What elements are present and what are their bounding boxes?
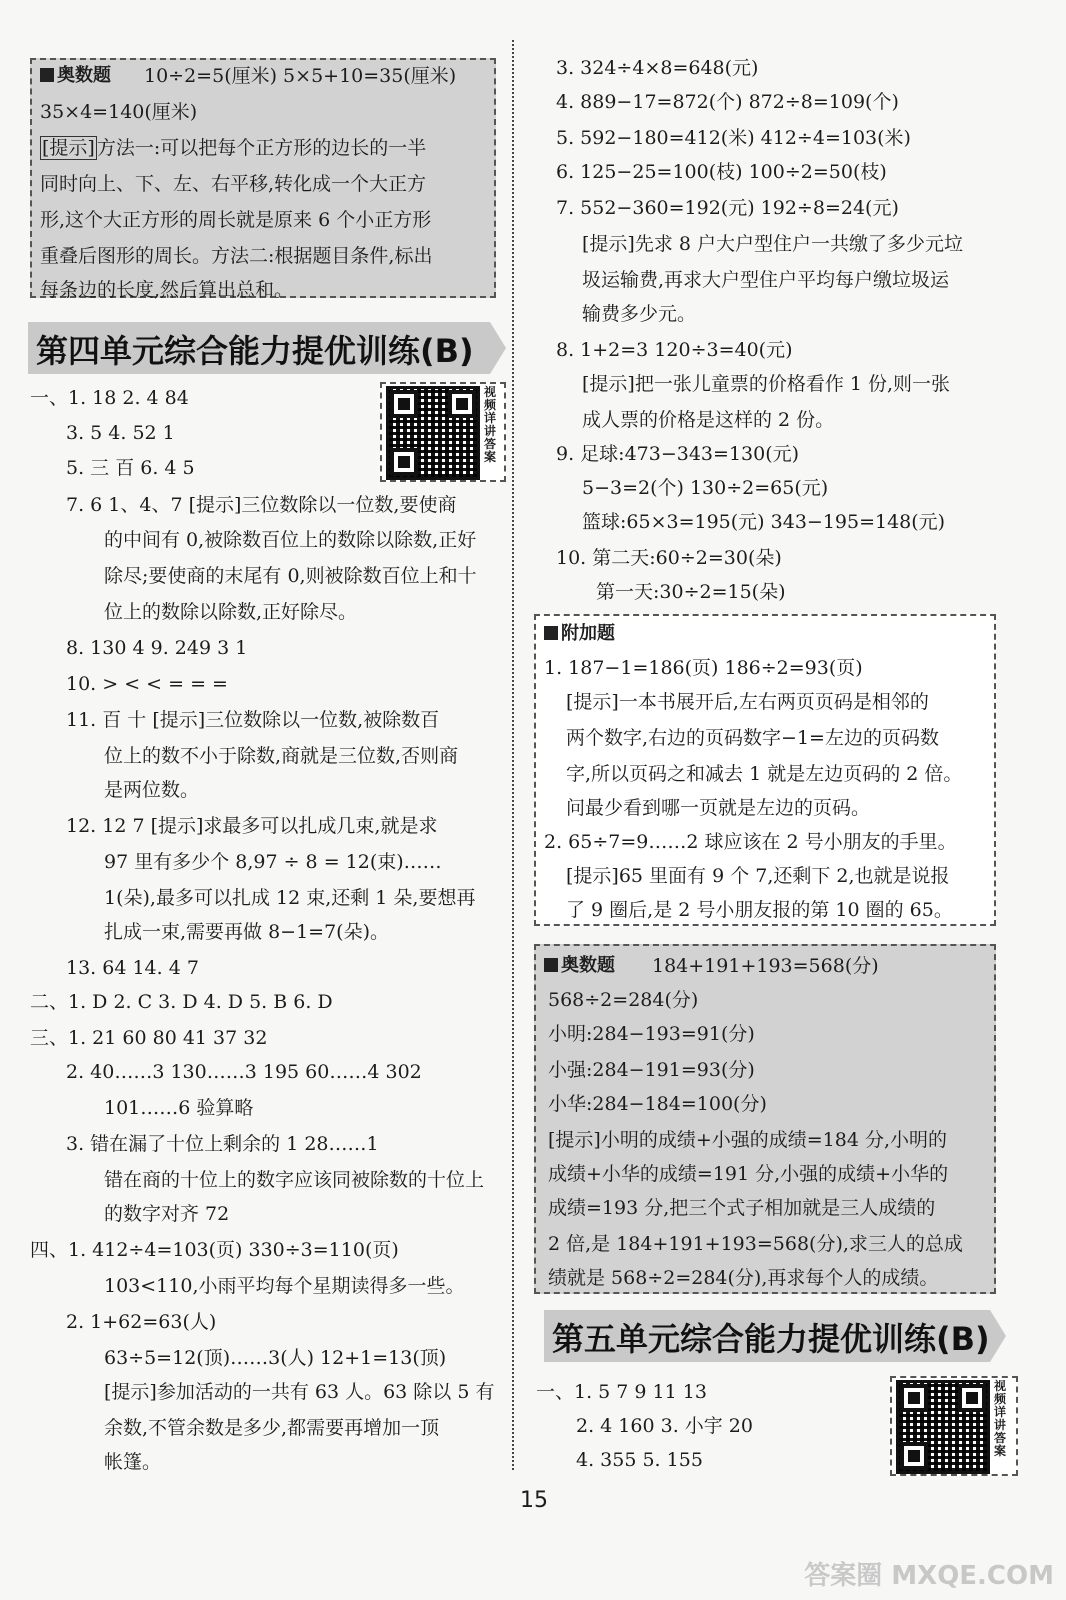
aoshu-right-line: 2 倍,是 184+191+193=568(分),求三人的总成 [548,1233,963,1255]
fujia-tag: 附加题 [544,622,615,646]
answer-line: 第一天:30÷2=15(朵) [596,581,786,603]
aoshu-line-4: 同时向上、下、左、右平移,转化成一个大正方 [40,173,427,195]
aoshu-right-line: 成绩+小华的成绩=191 分,小强的成绩+小华的 [548,1163,949,1185]
answer-line: 二、1. D 2. C 3. D 4. D 5. B 6. D [30,991,333,1013]
answer-line: 5. 592−180=412(米) 412÷4=103(米) [556,127,911,149]
qr-code-icon[interactable] [896,1380,990,1474]
answer-line: 2. 40……3 130……3 195 60……4 302 [66,1061,422,1083]
answer-line: 11. 百 十 [提示]三位数除以一位数,被除数百 [66,709,440,731]
fujia-line: 字,所以页码之和减去 1 就是左边页码的 2 倍。 [566,763,963,785]
answer-line: 是两位数。 [104,779,200,801]
answer-line: 四、1. 412÷4=103(页) 330÷3=110(页) [30,1239,399,1261]
answer-line: [提示]把一张儿童票的价格看作 1 份,则一张 [582,373,951,395]
unit4-banner: 第四单元综合能力提优训练(B) [28,322,490,374]
answer-line: 三、1. 21 60 80 41 37 32 [30,1027,268,1049]
hint-label: [提示] [42,137,95,159]
answer-line: 8. 130 4 9. 249 3 1 [66,637,248,659]
watermark: 答案圈 MXQE.COM [804,1561,1054,1591]
aoshu-right-line: 小明:284−193=91(分) [548,1023,755,1045]
answer-line: 7. 6 1、4、7 [提示]三位数除以一位数,要使商 [66,494,457,516]
answer-line: 圾运输费,再求大户型住户平均每户缴垃圾运 [582,269,950,291]
answer-line: 2. 1+62=63(人) [66,1311,217,1333]
aoshu-right-line: [提示]小明的成绩+小强的成绩=184 分,小明的 [548,1129,948,1151]
qr-label: 视频详讲答案 [484,385,497,464]
answer-line: 4. 889−17=872(个) 872÷8=109(个) [556,91,899,113]
unit5-banner: 第五单元综合能力提优训练(B) [544,1310,990,1362]
answer-line: 2. 4 160 3. 小宇 20 [576,1415,753,1437]
aoshu-right-line: 184+191+193=568(分) [652,955,879,977]
answer-line: 5. 三 百 6. 4 5 [66,457,195,479]
answer-line: 扎成一束,需要再做 8−1=7(朵)。 [104,921,390,943]
answer-line: 97 里有多少个 8,97 ÷ 8 = 12(束)…… [104,851,442,873]
fujia-line: 问最少看到哪一页就是左边的页码。 [566,797,871,819]
answer-line: 5−3=2(个) 130÷2=65(元) [582,477,829,499]
answer-line: 12. 12 7 [提示]求最多可以扎成几束,就是求 [66,815,438,837]
answer-line: 的中间有 0,被除数百位上的数除以除数,正好 [104,529,477,551]
answer-line: 一、1. 18 2. 4 84 [30,387,189,409]
answer-line: 余数,不管余数是多少,都需要再增加一顶 [104,1417,440,1439]
answer-line: 1(朵),最多可以扎成 12 束,还剩 1 朵,要想再 [104,887,476,909]
fujia-line: 2. 65÷7=9……2 球应该在 2 号小朋友的手里。 [544,831,957,853]
answer-line: 3. 错在漏了十位上剩余的 1 28……1 [66,1133,379,1155]
answer-line: 输费多少元。 [582,303,697,325]
answer-line: 一、1. 5 7 9 11 13 [536,1381,707,1403]
answer-line: 除尽;要使商的末尾有 0,则被除数百位上和十 [104,565,477,587]
answer-line: 帐篷。 [104,1451,162,1473]
answer-line: 10. > < < = = = [66,673,228,695]
aoshu-right-line: 568÷2=284(分) [548,989,699,1011]
aoshu-tag: 奥数题 [40,64,111,88]
fujia-line: 了 9 圈后,是 2 号小朋友报的第 10 圈的 65。 [566,899,953,921]
answer-line: 位上的数不小于除数,商就是三位数,否则商 [104,745,459,767]
answer-line: 位上的数除以除数,正好除尽。 [104,601,358,623]
qr-label: 视频详讲答案 [994,1379,1007,1458]
aoshu-line-1: 10÷2=5(厘米) 5×5+10=35(厘米) [144,65,457,87]
answer-line: 9. 足球:473−343=130(元) [556,443,800,465]
answer-line: [提示]参加活动的一共有 63 人。63 除以 5 有 [104,1381,495,1403]
aoshu-line-2: 35×4=140(厘米) [40,101,198,123]
answer-line: 的数字对齐 72 [104,1203,230,1225]
fujia-line: [提示]一本书展开后,左右两页页码是相邻的 [566,691,929,713]
aoshu-right-line: 小华:284−184=100(分) [548,1093,767,1115]
aoshu-line-7: 每条边的长度,然后算出总和。 [40,279,294,301]
answer-line: 成人票的价格是这样的 2 份。 [582,409,835,431]
answer-line: 3. 5 4. 52 1 [66,422,175,444]
answer-line: 3. 324÷4×8=648(元) [556,57,759,79]
aoshu-line-6: 重叠后图形的周长。方法二:根据题目条件,标出 [40,245,433,267]
answer-line: 101……6 验算略 [104,1097,254,1119]
answer-line: [提示]先求 8 户大户型住户一共缴了多少元垃 [582,233,963,255]
aoshu-right-line: 小强:284−191=93(分) [548,1059,755,1081]
answer-line: 错在商的十位上的数字应该同被除数的十位上 [104,1169,485,1191]
answer-line: 篮球:65×3=195(元) 343−195=148(元) [582,511,946,533]
answer-line: 8. 1+2=3 120÷3=40(元) [556,339,793,361]
fujia-line: 两个数字,右边的页码数字−1=左边的页码数 [566,727,939,749]
answer-line: 7. 552−360=192(元) 192÷8=24(元) [556,197,899,219]
answer-line: 6. 125−25=100(枝) 100÷2=50(枝) [556,161,887,183]
aoshu-line-5: 形,这个大正方形的周长就是原来 6 个小正方形 [40,209,432,231]
answer-line: 63÷5=12(顶)……3(人) 12+1=13(顶) [104,1347,447,1369]
page-number: 15 [520,1488,548,1513]
fujia-line: [提示]65 里面有 9 个 7,还剩下 2,也就是说报 [566,865,950,887]
fujia-line: 1. 187−1=186(页) 186÷2=93(页) [544,657,863,679]
aoshu-right-line: 成绩=193 分,把三个式子相加就是三人成绩的 [548,1197,936,1219]
answer-line: 4. 355 5. 155 [576,1449,703,1471]
answer-line: 10. 第二天:60÷2=30(朵) [556,547,782,569]
answer-line: 13. 64 14. 4 7 [66,957,199,979]
aoshu-line-3: [提示] 方法一:可以把每个正方形的边长的一半 [42,137,427,159]
answer-line: 103<110,小雨平均每个星期读得多一些。 [104,1275,465,1297]
aoshu-tag-right: 奥数题 [544,954,615,978]
column-divider [512,40,514,1470]
qr-code-icon[interactable] [386,386,480,480]
aoshu-right-line: 绩就是 568÷2=284(分),再求每个人的成绩。 [548,1267,939,1289]
